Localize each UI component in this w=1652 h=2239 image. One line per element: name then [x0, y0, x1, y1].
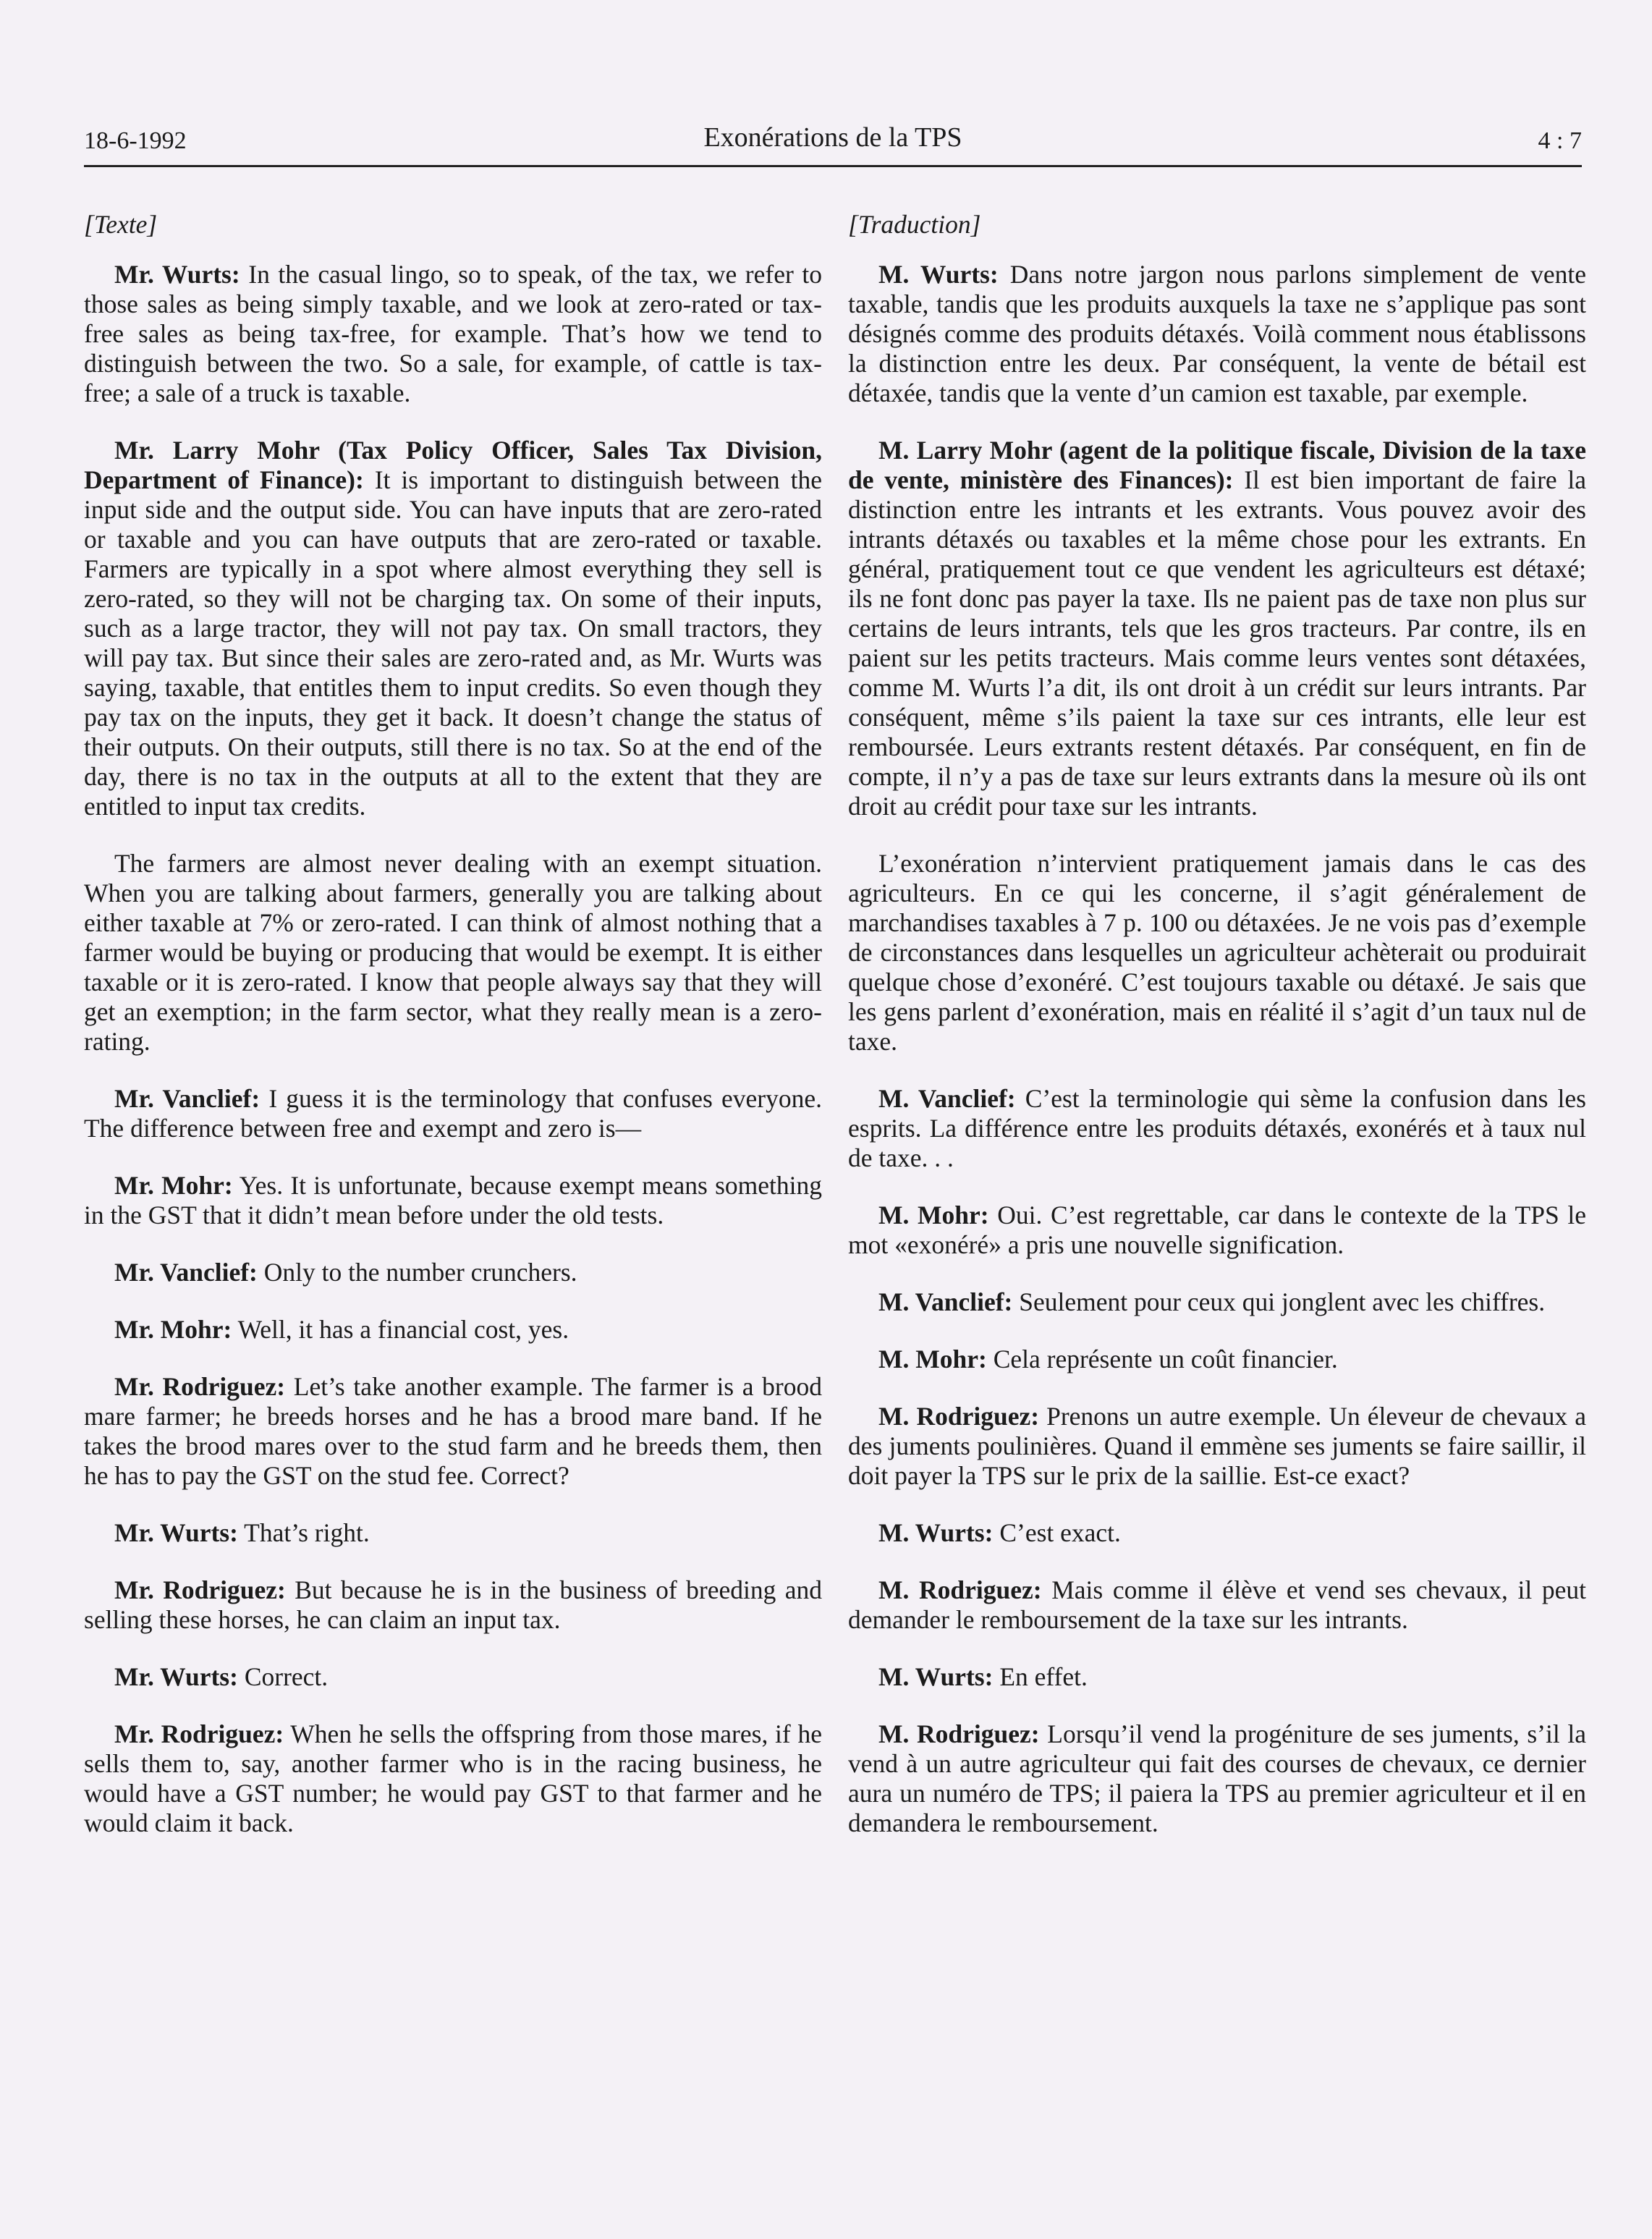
paragraph — [84, 1171, 822, 1230]
paragraph-text: Cela représente un coût financier. — [986, 1345, 1338, 1374]
speaker-name: M. Wurts: — [878, 1662, 994, 1691]
paragraph — [84, 1372, 822, 1491]
paragraph-text: Well, it has a financial cost, yes. — [232, 1315, 569, 1344]
column-label: [Texte] — [84, 210, 158, 239]
paragraph-text: Only to the number crunchers. — [257, 1258, 577, 1287]
speaker-name: Mr. Mohr: — [114, 1171, 233, 1200]
speaker-name: M. Vanclief: — [878, 1287, 1013, 1316]
paragraph-text: In the casual lingo, so to speak, of the tax, we refer to those sales as being simply taxable, and we look at zero-rated or tax-free sales as being tax-free, for example. That’s how we tend to distinguish between the two. So a sale, for example, of cattle is tax-free; a sale of a truck is taxable. — [84, 260, 822, 407]
paragraph-text: Il est bien important de faire la distinction entre les intrants et les extrants. Vous pouvez avoir des intrants détaxés ou taxables et la même chose pour les extrants. En général, pratiquement tout ce que vendent les agriculteurs est détaxé; ils ne font donc pas payer la taxe. Ils ne paient pas de taxe non plus sur certains de leurs intrants, tels que les gros tracteurs. Par contre, ils en paient sur les petits tracteurs. Mais comme leurs ventes sont détaxées, comme M. Wurts l’a dit, ils ont droit à un crédit sur leurs intrants. Par conséquent, même s’ils paient la taxe sur ces intrants, elle leur est remboursée. Leurs extrants restent détaxés. Par conséquent, en fin de compte, il n’y a pas de taxe sur leurs extrants dans la mesure où ils ont droit au crédit pour taxe sur les intrants. — [848, 465, 1586, 821]
paragraph — [848, 1719, 1586, 1838]
paragraph-text: Oui. C’est regrettable, car dans le contexte de la TPS le mot «exonéré» a pris une nouvelle signification. — [848, 1201, 1586, 1259]
paragraph — [848, 1201, 1586, 1260]
speaker-name: M. Larry Mohr (agent de la politique fiscale, Division de la taxe de vente, ministère des Finances): — [848, 436, 1586, 494]
paragraph-text: That’s right. — [237, 1518, 370, 1547]
speaker-name: Mr. Vanclief: — [114, 1084, 260, 1113]
paragraph — [848, 1287, 1586, 1317]
header-title: Exonérations de la TPS — [703, 122, 962, 153]
speaker-name: M. Rodriguez: — [878, 1402, 1040, 1431]
speaker-name: Mr. Wurts: — [114, 1662, 238, 1691]
paragraph-text: Mais comme il élève et vend ses chevaux, il peut demander le remboursement de la taxe sur les intrants. — [848, 1575, 1586, 1634]
paragraph — [84, 436, 822, 821]
paragraph — [84, 1084, 822, 1143]
paragraph — [848, 1402, 1586, 1491]
speaker-name: Mr. Rodriguez: — [114, 1575, 286, 1604]
paragraph — [84, 1315, 822, 1345]
paragraph-text: Prenons un autre exemple. Un éleveur de chevaux a des juments poulinières. Quand il emmène ses juments se faire saillir, il doit payer la TPS sur le prix de la saillie. Est-ce exact? — [848, 1402, 1586, 1490]
paragraph-text: C’est la terminologie qui sème la confusion dans les esprits. La différence entre les produits détaxés, exonérés et à taux nul de taxe. . . — [848, 1084, 1586, 1172]
paragraph — [84, 1518, 822, 1548]
paragraph-text: I guess it is the terminology that confuses everyone. The difference between free and exempt and zero is— — [84, 1084, 822, 1143]
paragraph-text: L’exonération n’intervient pratiquement jamais dans le cas des agriculteurs. En ce qui les concerne, il s’agit généralement de marchandises taxables à 7 p. 100 ou détaxées. Je ne vois pas d’exemple de circonstances dans lesquelles un agriculteur achèterait ou produirait quelque chose d’exonéré. C’est toujours taxable ou détaxé. Je sais que les gens parlent d’exonération, mais en réalité il s’agit d’un taux nul de taxe. — [848, 849, 1586, 1056]
paragraph — [84, 260, 822, 408]
page-header — [84, 122, 1582, 167]
speaker-name: M. Mohr: — [878, 1345, 987, 1374]
speaker-name: Mr. Vanclief: — [114, 1258, 258, 1287]
paragraph-text: Let’s take another example. The farmer is a brood mare farmer; he breeds horses and he has a brood mare band. If he takes the brood mares over to the stud farm and he breeds them, then he has to pay the GST on the stud fee. Correct? — [84, 1372, 822, 1490]
speaker-name: Mr. Rodriguez: — [114, 1719, 284, 1748]
speaker-name: M. Wurts: — [878, 260, 999, 289]
speaker-name: Mr. Rodriguez: — [114, 1372, 286, 1401]
right-column-french — [848, 210, 1586, 1866]
paragraph — [848, 260, 1586, 408]
paragraph — [848, 1345, 1586, 1374]
paragraph — [84, 1662, 822, 1692]
paragraph — [848, 849, 1586, 1057]
speaker-name: M. Mohr: — [878, 1201, 989, 1229]
header-date: 18-6-1992 — [84, 127, 187, 154]
speaker-name: Mr. Wurts: — [114, 1518, 238, 1547]
speaker-name: M. Wurts: — [878, 1518, 994, 1547]
speaker-name: Mr. Wurts: — [114, 260, 240, 289]
speaker-name: Mr. Larry Mohr (Tax Policy Officer, Sales Tax Division, Department of Finance): — [84, 436, 822, 494]
speaker-name: M. Vanclief: — [878, 1084, 1016, 1113]
column-label: [Traduction] — [848, 210, 981, 239]
paragraph — [848, 436, 1586, 821]
paragraph-text: Seulement pour ceux qui jonglent avec les chiffres. — [1012, 1287, 1546, 1316]
left-column-english — [84, 210, 822, 1866]
paragraph-text: The farmers are almost never dealing with an exempt situation. When you are talking about farmers, generally you are talking about either taxable at 7% or zero-rated. I can think of almost nothing that a farmer would be buying or producing that would be exempt. It is either taxable or it is zero-rated. I know that people always say that they will get an exemption; in the farm sector, what they really mean is a zero-rating. — [84, 849, 822, 1056]
speaker-name: M. Rodriguez: — [878, 1719, 1040, 1748]
paragraph-text: But because he is in the business of breeding and selling these horses, he can claim an input tax. — [84, 1575, 822, 1634]
speaker-name: M. Rodriguez: — [878, 1575, 1042, 1604]
paragraph-text: When he sells the offspring from those mares, if he sells them to, say, another farmer who is in the racing business, he would have a GST number; he would pay GST to that farmer and he would claim it back. — [84, 1719, 822, 1837]
speaker-name: Mr. Mohr: — [114, 1315, 232, 1344]
paragraph — [848, 1084, 1586, 1173]
paragraph — [848, 1575, 1586, 1635]
paragraph-text: Dans notre jargon nous parlons simplement de vente taxable, tandis que les produits auxquels la taxe ne s’applique pas sont désignés comme des produits détaxés. Voilà comment nous établissons la distinction entre les deux. Par conséquent, la vente de bétail est détaxée, tandis que la vente d’un camion est taxable, par exemple. — [848, 260, 1586, 407]
paragraph-text: It is important to distinguish between the input side and the output side. You can have inputs that are zero-rated or taxable and you can have outputs that are zero-rated or taxable. Farmers are typically in a spot where almost everything they sell is zero-rated, so they will not be charging tax. On some of their inputs, such as a large tractor, they will not pay tax. On small tractors, they will pay tax. But since their sales are zero-rated and, as Mr. Wurts was saying, taxable, that entitles them to input credits. So even though they pay tax on the inputs, they get it back. It doesn’t change the status of their outputs. On their outputs, still there is no tax. So at the end of the day, there is no tax in the outputs at all to the extent that they are entitled to input tax credits. — [84, 465, 822, 821]
paragraph-text: Correct. — [237, 1662, 329, 1691]
paragraph — [848, 1662, 1586, 1692]
paragraph — [84, 1258, 822, 1287]
paragraph — [84, 1575, 822, 1635]
paragraph-text: Yes. It is unfortunate, because exempt means something in the GST that it didn’t mean before under the old tests. — [84, 1171, 822, 1229]
paragraph — [84, 849, 822, 1057]
paragraph-text: C’est exact. — [993, 1518, 1121, 1547]
paragraph — [848, 1518, 1586, 1548]
paragraph-text: Lorsqu’il vend la progéniture de ses juments, s’il la vend à un autre agriculteur qui fait des courses de chevaux, ce dernier aura un numéro de TPS; il paiera la TPS au premier agriculteur et il en demandera le remboursement. — [848, 1719, 1586, 1837]
paragraph-text: En effet. — [993, 1662, 1088, 1691]
paragraph — [84, 1719, 822, 1838]
header-page-number: 4 : 7 — [1538, 127, 1582, 154]
